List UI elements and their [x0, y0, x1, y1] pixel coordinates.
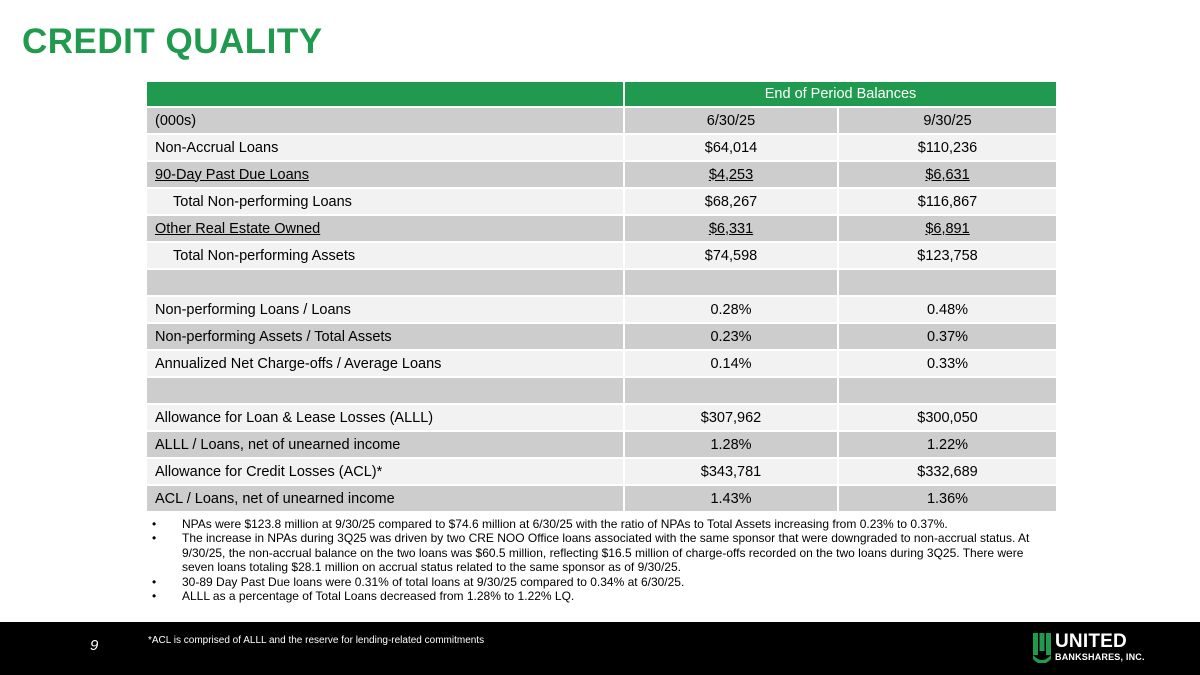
row-value: $74,598 [624, 242, 838, 269]
row-label: Non-performing Assets / Total Assets [146, 323, 624, 350]
table-row [146, 161, 1057, 188]
row-value: $6,891 [925, 220, 970, 237]
row-value: $64,014 [624, 134, 838, 161]
footer-bar [0, 622, 1200, 675]
bullet-text: 30-89 Day Past Due loans were 0.31% of total loans at 9/30/25 compared to 0.34% at 6/30/25. [182, 574, 685, 589]
column-header-date: 9/30/25 [838, 107, 1057, 134]
row-label: Non-Accrual Loans [146, 134, 624, 161]
row-label: Allowance for Credit Losses (ACL)* [146, 458, 624, 485]
column-header-units: (000s) [146, 107, 624, 134]
bullet-icon: • [152, 531, 157, 546]
row-value: $123,758 [838, 242, 1057, 269]
bullet-text: NPAs were $123.8 million at 9/30/25 compared to $74.6 million at 6/30/25 with the ratio of NPAs to Total Assets increasing from 0.23% to 0.37%. [182, 517, 948, 531]
row-label: ALLL / Loans, net of unearned income [146, 431, 624, 458]
row-value: 1.43% [624, 485, 838, 512]
bullet-text: The increase in NPAs during 3Q25 was driven by two CRE NOO Office loans associated with the same sponsor that were downgraded to non-accrual status. At 9/30/25, the non-accrual balance on the two loans was $60.5 million, reflecting $16.5 million of charge-offs recorded on the two loans during 3Q25. There were seven loans totaling $28.1 million on accrual status related to the same sponsor as of 9/30/25. [182, 531, 1030, 575]
page-number: 9 [90, 637, 99, 654]
table-row [146, 350, 1057, 377]
row-value: 0.14% [624, 350, 838, 377]
row-label: Total Non-performing Loans [146, 188, 624, 215]
group-header: End of Period Balances [624, 81, 1057, 107]
logo-name: UNITED [1055, 631, 1127, 652]
row-value: $307,962 [624, 404, 838, 431]
table-spacer-row [146, 377, 1057, 404]
row-label: Non-performing Loans / Loans [146, 296, 624, 323]
bullet-icon: • [152, 574, 157, 589]
table-row [146, 485, 1057, 512]
list-item [152, 517, 1052, 531]
table-row [146, 458, 1057, 485]
row-value: $300,050 [838, 404, 1057, 431]
row-value: $68,267 [624, 188, 838, 215]
row-value: 1.28% [624, 431, 838, 458]
row-value: $343,781 [624, 458, 838, 485]
table-column-header-row [146, 107, 1057, 134]
page-title: CREDIT QUALITY [22, 22, 323, 61]
row-value: $110,236 [838, 134, 1057, 161]
footnote: *ACL is comprised of ALLL and the reserve for lending-related commitments [148, 635, 485, 646]
row-label: Allowance for Loan & Lease Losses (ALLL) [146, 404, 624, 431]
table-row [146, 242, 1057, 269]
row-value: 0.23% [624, 323, 838, 350]
row-value: 0.37% [838, 323, 1057, 350]
row-label: Total Non-performing Assets [146, 242, 624, 269]
row-value: 0.33% [838, 350, 1057, 377]
row-value: $4,253 [708, 166, 754, 183]
row-label: Other Real Estate Owned [155, 220, 321, 237]
row-value: 1.22% [838, 431, 1057, 458]
table-row [146, 296, 1057, 323]
row-value: $332,689 [838, 458, 1057, 485]
row-value: $6,331 [708, 220, 754, 237]
column-header-date: 6/30/25 [624, 107, 838, 134]
logo-subtitle: BANKSHARES, INC. [1055, 652, 1145, 662]
company-logo [1033, 632, 1153, 668]
row-label: ACL / Loans, net of unearned income [146, 485, 624, 512]
row-value: $6,631 [925, 166, 970, 183]
table-spacer-row [146, 269, 1057, 296]
table-row [146, 215, 1057, 242]
commentary-bullets [152, 517, 1052, 603]
list-item [152, 589, 1052, 603]
bullet-icon: • [152, 589, 157, 604]
row-value: $116,867 [838, 188, 1057, 215]
table-row [146, 323, 1057, 350]
row-value: 0.28% [624, 296, 838, 323]
logo-mark-icon [1033, 633, 1051, 663]
row-label: 90-Day Past Due Loans [155, 166, 309, 183]
list-item [152, 531, 1052, 574]
table-row [146, 431, 1057, 458]
header-blank-cell [146, 81, 624, 107]
table-row [146, 134, 1057, 161]
credit-quality-table [145, 80, 1058, 513]
row-value: 1.36% [838, 485, 1057, 512]
row-label: Annualized Net Charge-offs / Average Loans [146, 350, 624, 377]
bullet-icon: • [152, 517, 157, 531]
list-item [152, 575, 1052, 589]
bullet-text: ALLL as a percentage of Total Loans decreased from 1.28% to 1.22% LQ. [182, 589, 575, 604]
table-row [146, 404, 1057, 431]
table-row [146, 188, 1057, 215]
table-group-header-row [146, 81, 1057, 107]
row-value: 0.48% [838, 296, 1057, 323]
